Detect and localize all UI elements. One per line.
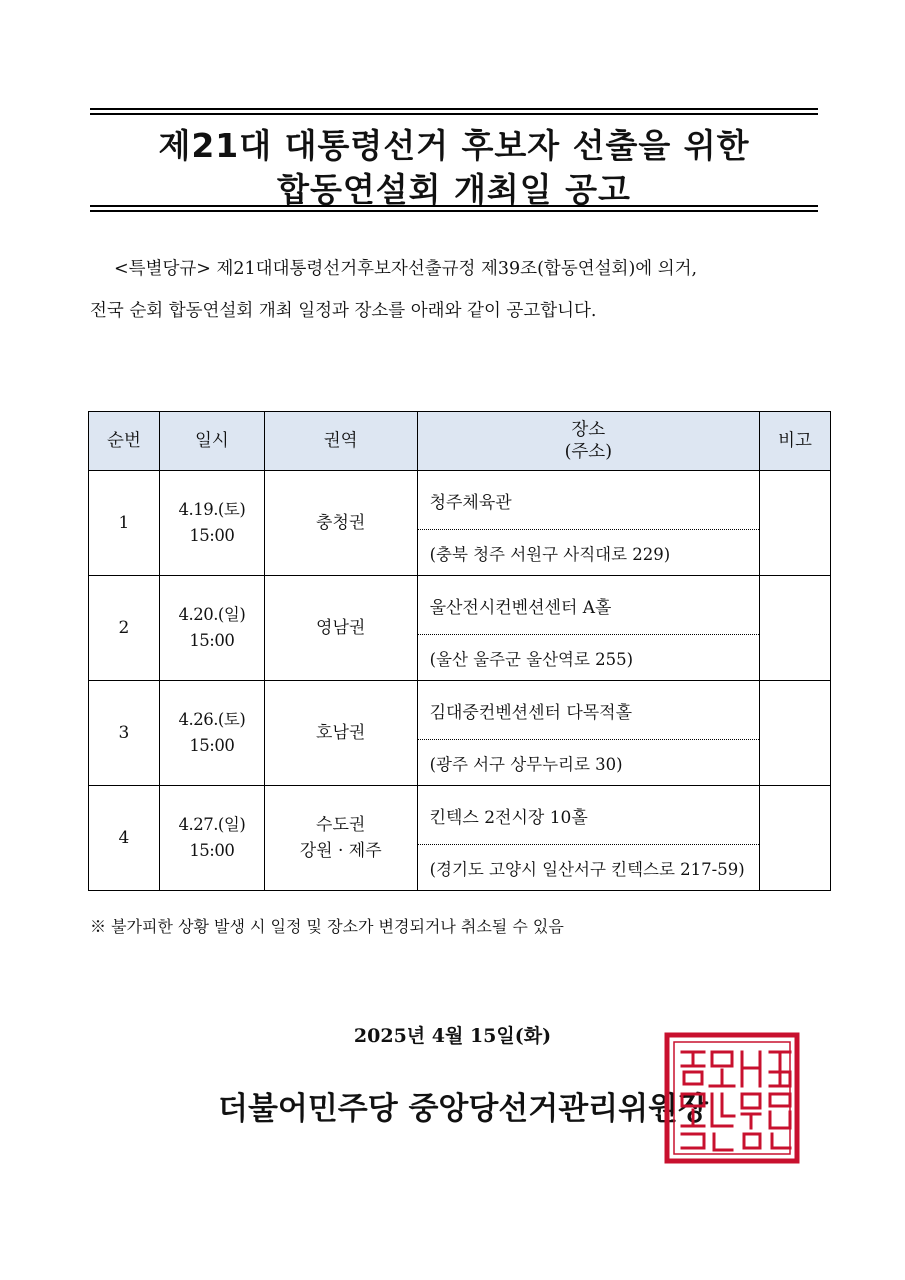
cell-time: 15:00 [189,841,235,860]
cell-region-1: 영남권 [316,618,366,638]
title-rule-top [90,108,818,110]
cell-venue: 김대중컨벤션센터 다목적홀 [417,681,760,740]
cell-datetime [159,576,264,681]
cell-address: (광주 서구 상무누리로 30) [417,740,760,786]
signature-line: 더불어민주당 중앙당선거관리위원장 [218,1091,708,1127]
cell-remarks [760,786,831,891]
cell-date: 4.20.(일) [178,605,246,624]
cell-remarks [760,681,831,786]
cell-no: 1 [89,471,160,576]
cell-address: (울산 울주군 울산역로 255) [417,635,760,681]
table-header-row [89,412,831,471]
cell-date: 4.26.(토) [178,710,246,729]
cell-remarks [760,471,831,576]
cell-time: 15:00 [189,526,235,545]
cell-time: 15:00 [189,736,235,755]
intro-paragraph [90,248,830,332]
cell-region [264,786,417,891]
cell-time: 15:00 [189,631,235,650]
cell-region [264,576,417,681]
cell-region-1: 호남권 [316,723,366,743]
cell-venue: 울산전시컨벤션센터 A홀 [417,576,760,635]
table-row [89,681,831,740]
table-row [89,786,831,845]
cell-date: 4.19.(토) [178,500,246,519]
title-rule-bottom [90,210,818,212]
header-no: 순번 [89,412,160,471]
cell-region [264,681,417,786]
official-seal [664,1032,800,1164]
notice-footnote: ※ 불가피한 상황 발생 시 일정 및 장소가 변경되거나 취소될 수 있음 [90,917,564,936]
cell-datetime [159,681,264,786]
table-row [89,471,831,530]
cell-no: 3 [89,681,160,786]
title-line-1: 제21대 대통령선거 후보자 선출을 위한 [158,126,750,165]
header-venue-address-label: (주소) [564,442,613,462]
header-datetime: 일시 [159,412,264,471]
table-row [89,576,831,635]
schedule-table [88,411,831,891]
seal-glyphs [682,1052,790,1150]
intro-line-2: 전국 순회 합동연설회 개최 일정과 장소를 아래와 같이 공고합니다. [90,301,597,321]
title-rule-bottom-inner [90,205,818,207]
cell-datetime [159,786,264,891]
header-remarks: 비고 [760,412,831,471]
cell-region [264,471,417,576]
cell-region-2: 강원 · 제주 [299,841,382,861]
cell-address: (충북 청주 서원구 사직대로 229) [417,530,760,576]
cell-region-1: 충청권 [316,513,366,533]
cell-address: (경기도 고양시 일산서구 킨텍스로 217-59) [417,845,760,891]
header-region: 권역 [264,412,417,471]
cell-region-1: 수도권 [316,815,366,835]
header-venue [417,412,760,471]
title-box [90,108,818,212]
announcement-date: 2025년 4월 15일(화) [353,1025,552,1047]
title-line-2: 합동연설회 개최일 공고 [277,170,631,209]
intro-line-1: <특별당규> 제21대대통령선거후보자선출규정 제39조(합동연설회)에 의거, [114,259,698,279]
cell-venue: 청주체육관 [417,471,760,530]
title-rule-top-inner [90,113,818,115]
cell-date: 4.27.(일) [178,815,246,834]
header-venue-label: 장소 [571,420,606,440]
cell-no: 2 [89,576,160,681]
cell-remarks [760,576,831,681]
cell-no: 4 [89,786,160,891]
cell-datetime [159,471,264,576]
cell-venue: 킨텍스 2전시장 10홀 [417,786,760,845]
